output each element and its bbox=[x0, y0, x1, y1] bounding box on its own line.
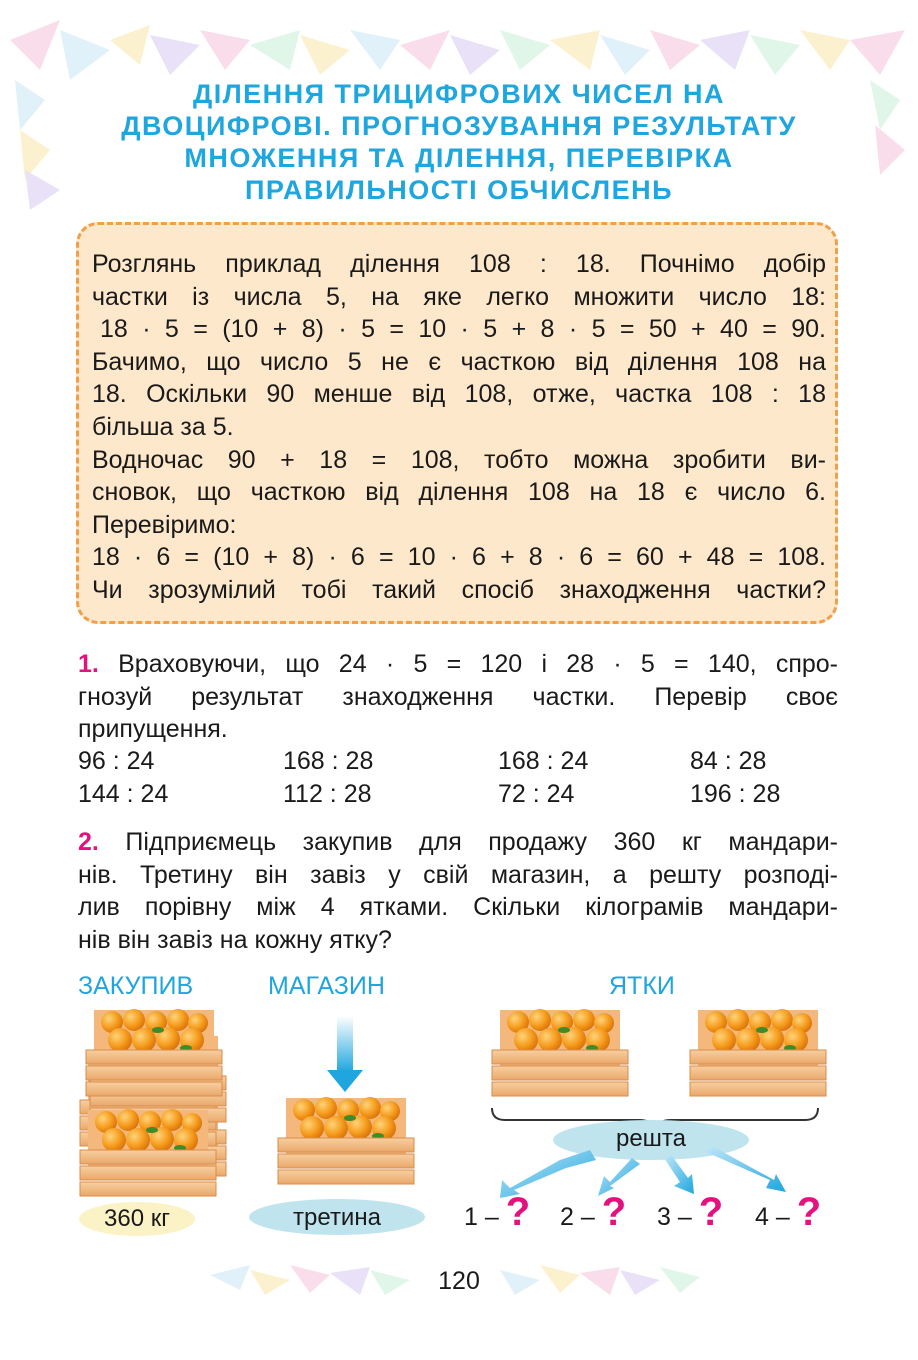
expression: 84 : 28 bbox=[690, 747, 767, 775]
expression: 144 : 24 bbox=[78, 780, 169, 808]
rule-line: Водночас 90 + 18 = 108, тобто можна зробити ви- bbox=[92, 445, 826, 474]
arrow-down-icon bbox=[327, 1070, 363, 1092]
question-mark: ? bbox=[698, 1190, 724, 1234]
task-text: нів. Третину він завіз у свій магазин, а решту розподі- bbox=[78, 860, 838, 889]
stall-3 bbox=[657, 1190, 723, 1235]
part-label: третина bbox=[293, 1204, 381, 1231]
task-1 bbox=[78, 648, 838, 746]
expression: 168 : 24 bbox=[498, 747, 589, 775]
question-mark: ? bbox=[601, 1190, 627, 1234]
stall-label: 2 – bbox=[560, 1203, 595, 1231]
stall-label: 4 – bbox=[755, 1203, 790, 1231]
expression: 196 : 28 bbox=[690, 780, 781, 808]
task-text: лив порівну між 4 ятками. Скільки кілограмів мандари- bbox=[78, 893, 838, 921]
expression: 72 : 24 bbox=[498, 780, 575, 808]
title-line: ДВОЦИФРОВІ. ПРОГНОЗУВАННЯ РЕЗУЛЬТАТУ bbox=[121, 111, 797, 141]
title-line: ДІЛЕННЯ ТРИЦИФРОВИХ ЧИСЕЛ НА bbox=[192, 79, 726, 109]
title-line: ПРАВИЛЬНОСТІ ОБЧИСЛЕНЬ bbox=[244, 175, 674, 205]
rule-line: більша за 5. bbox=[92, 412, 234, 441]
rule-line: Перевіримо: bbox=[92, 510, 237, 539]
box bbox=[690, 1009, 826, 1096]
expression: 112 : 28 bbox=[283, 780, 372, 808]
task-number: 2. bbox=[78, 828, 99, 856]
stall-2 bbox=[560, 1190, 626, 1235]
page-number: 120 bbox=[438, 1267, 480, 1295]
label-stalls: ЯТКИ bbox=[609, 972, 675, 1000]
task-text: Враховуючи, що 24 · 5 = 120 і 28 · 5 = 140, спро- bbox=[118, 650, 838, 678]
rule-line: 18 · 5 = (10 + 8) · 5 = 10 · 5 + 8 · 5 = 50 + 40 = 90. bbox=[100, 315, 826, 344]
rule-line: 18 · 6 = (10 + 8) · 6 = 10 · 6 + 8 · 6 = 60 + 48 = 108. bbox=[92, 543, 826, 572]
rule-line: частки із числа 5, на яке легко множити число 18: bbox=[92, 282, 826, 311]
box bbox=[80, 1109, 216, 1196]
task-2 bbox=[78, 826, 838, 956]
stall-label: 3 – bbox=[657, 1203, 692, 1231]
box bbox=[492, 1009, 628, 1096]
rule-line: сновок, що часткою від ділення 108 на 18 є число 6. bbox=[92, 478, 826, 507]
title-line: МНОЖЕННЯ ТА ДІЛЕННЯ, ПЕРЕВІРКА bbox=[184, 143, 734, 173]
rule-line: Розглянь приклад ділення 108 : 18. Почнімо добір bbox=[92, 250, 826, 278]
label-bought: ЗАКУПИВ bbox=[78, 972, 194, 1000]
box bbox=[86, 1009, 222, 1096]
rule-line: 18. Оскільки 90 менше від 108, отже, частка 108 : 18 bbox=[92, 380, 826, 409]
question-mark: ? bbox=[796, 1190, 822, 1234]
stall-4 bbox=[755, 1190, 821, 1235]
stall-1 bbox=[464, 1190, 530, 1235]
task-text: припущення. bbox=[78, 715, 228, 743]
rest-label: решта bbox=[615, 1125, 687, 1152]
question-mark: ? bbox=[505, 1190, 531, 1234]
rule-line: Чи зрозумілий тобі такий спосіб знаходження частки? bbox=[92, 575, 826, 604]
task-text: гнозуй результат знаходження частки. Перевір своє bbox=[78, 682, 838, 711]
amount-label: 360 кг bbox=[104, 1205, 170, 1232]
rule-text bbox=[92, 248, 826, 607]
expression: 96 : 24 bbox=[78, 747, 155, 775]
task-text: нів він завіз на кожну ятку? bbox=[78, 925, 392, 954]
label-shop: МАГАЗИН bbox=[268, 972, 385, 1000]
task-text: Підприємець закупив для продажу 360 кг мандари- bbox=[125, 828, 838, 856]
expression: 168 : 28 bbox=[283, 747, 374, 775]
rule-line: Бачимо, що число 5 не є часткою від ділення 108 на bbox=[92, 347, 826, 376]
stall-label: 1 – bbox=[464, 1203, 499, 1231]
page-title bbox=[40, 78, 878, 206]
box bbox=[278, 1097, 414, 1184]
task-number: 1. bbox=[78, 650, 99, 678]
